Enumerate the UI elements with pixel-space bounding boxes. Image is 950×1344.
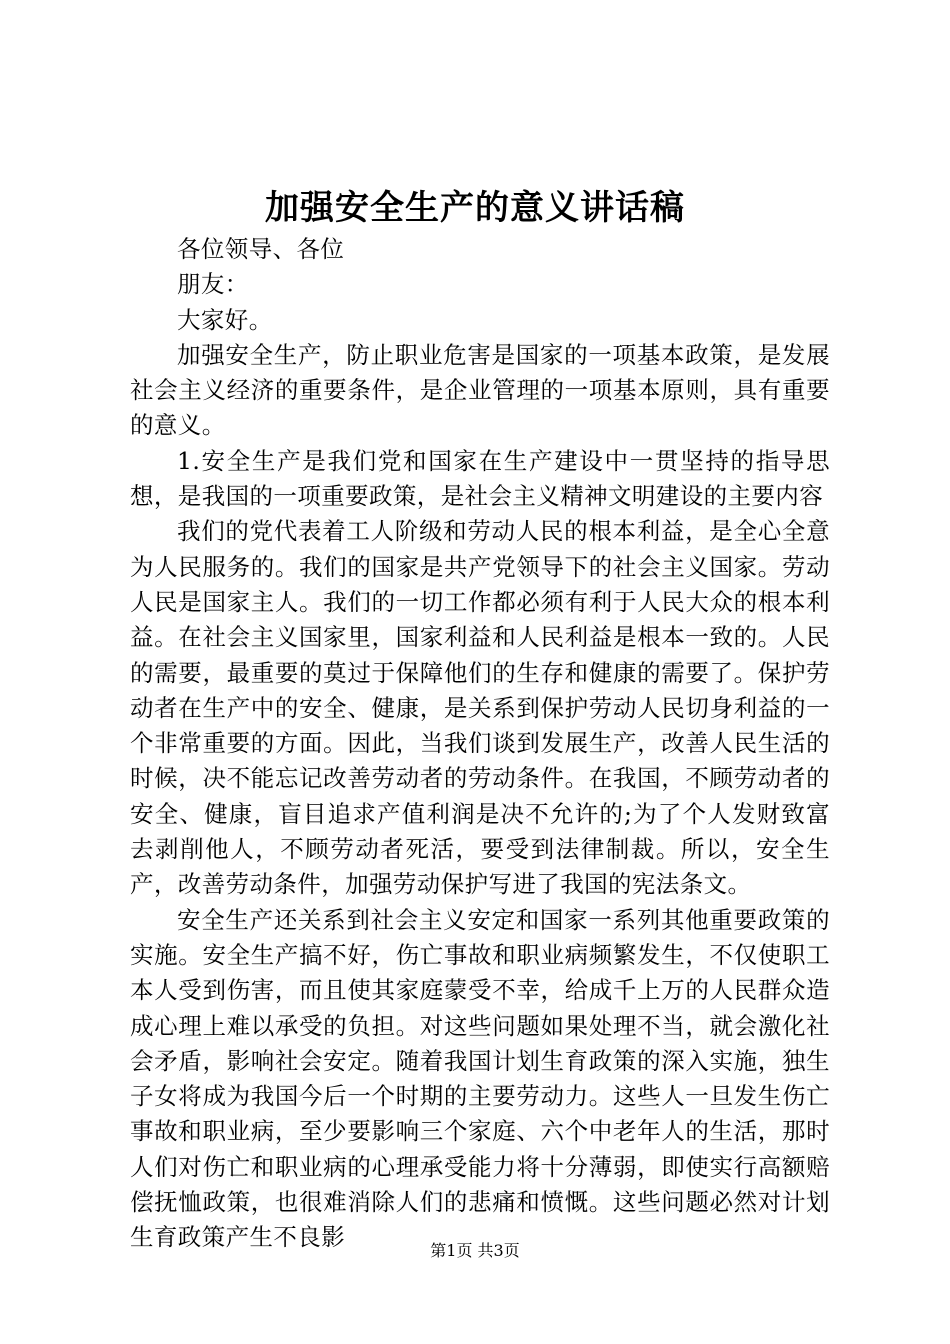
- paragraph-body-1: 我们的党代表着工人阶级和劳动人民的根本利益，是全心全意为人民服务的。我们的国家是共产党领导下的社会主义国家。劳动人民是国家主人。我们的一切工作都必须有利于人民大众的根本利益。在社会主义国家里，国家利益和人民利益是根本一致的。人民的需要，最重要的莫过于保障他们的生存和健康的需要了。保护劳动者在生产中的安全、健康，是关系到保护劳动人民切身利益的一个非常重要的方面。因此，当我们谈到发展生产，改善人民生活的时候，决不能忘记改善劳动者的劳动条件。在我国，不顾劳动者的安全、健康，盲目追求产值利润是决不允许的;为了个人发财致富去剥削他人，不顾劳动者死活，要受到法律制裁。所以，安全生产，改善劳动条件，加强劳动保护写进了我国的宪法条文。: [130, 517, 830, 899]
- page-footer: 第1页 共3页: [430, 1241, 520, 1260]
- document-body: [130, 232, 830, 1256]
- paragraph-intro: 加强安全生产，防止职业危害是国家的一项基本政策，是发展社会主义经济的重要条件，是企业管理的一项基本原则，具有重要的意义。: [130, 340, 830, 440]
- paragraph-greeting-2: 朋友：: [177, 270, 249, 299]
- document-title: 加强安全生产的意义讲话稿: [265, 188, 685, 228]
- paragraph-point-1: 1.安全生产是我们党和国家在生产建设中一贯坚持的指导思想，是我国的一项重要政策，是社会主义精神文明建设的主要内容: [130, 446, 830, 511]
- paragraph-greeting-1: 各位领导、各位: [177, 235, 345, 263]
- paragraph-body-2: 安全生产还关系到社会主义安定和国家一系列其他重要政策的实施。安全生产搞不好，伤亡事故和职业病频繁发生，不仅使职工本人受到伤害，而且使其家庭蒙受不幸，给成千上万的人民群众造成心理上难以承受的负担。对这些问题如果处理不当，就会激化社会矛盾，影响社会安定。随着我国计划生育政策的深入实施，独生子女将成为我国今后一个时期的主要劳动力。这些人一旦发生伤亡事故和职业病，至少要影响三个家庭、六个中老年人的生活，那时人们对伤亡和职业病的心理承受能力将十分薄弱，即使实行高额赔偿抚恤政策，也很难消除人们的悲痛和愤慨。这些问题必然对计划生育政策产生不良影: [130, 905, 830, 1252]
- paragraph-greeting-3: 大家好。: [177, 305, 273, 334]
